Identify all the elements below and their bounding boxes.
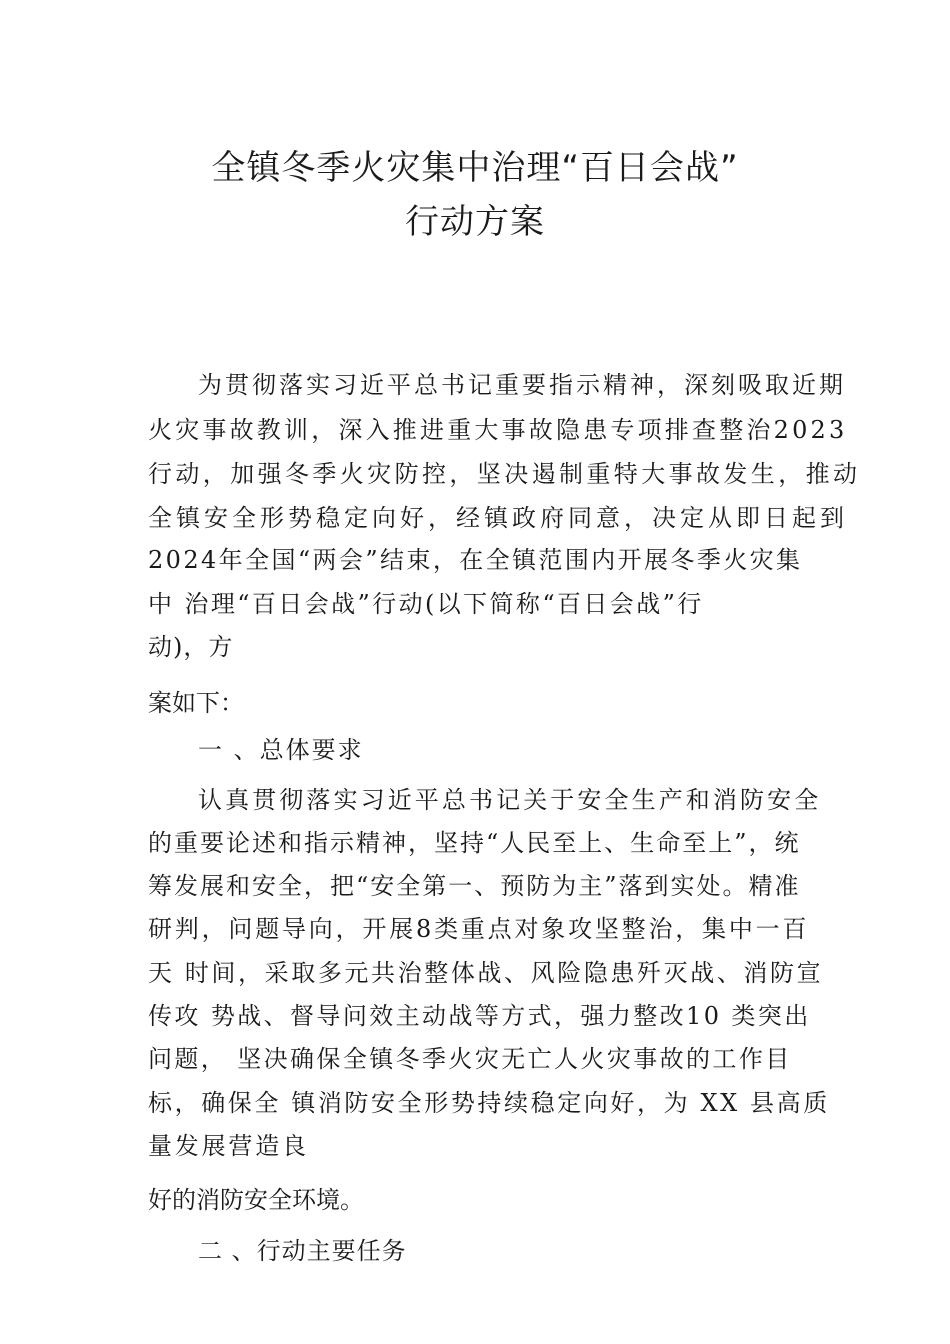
section-1-line-8: 标，确保全 镇消防安全形势持续稳定向好，为 XX 县高质 [148,1089,830,1117]
section-1-line-4: 研判，问题导向，开展8类重点对象攻坚整治，集中一百 [148,915,810,943]
intro-line-2: 火灾事故教训，深入推进重大事故隐患专项排查整治2023 [148,416,848,444]
intro-line-5: 2024年全国“两会”结束，在全镇范围内开展冬季火灾集 [148,546,803,574]
section-1-line-3: 筹发展和安全，把“安全第一、预防为主”落到实处。精准 [148,872,801,900]
document-title-line-2: 行动方案 [405,202,545,242]
intro-line-1: 为贯彻落实习近平总书记重要指示精神，深刻吸取近期 [198,371,846,399]
document-title-line-1: 全镇冬季火灾集中治理“百日会战” [211,148,739,188]
section-1-line-9: 量发展营造良 [148,1132,309,1160]
intro-line-3: 行动，加强冬季火灾防控，坚决遏制重特大事故发生，推动 [148,460,861,488]
intro-line-6: 中 治理“百日会战”行动(以下简称“百日会战”行 [148,590,704,618]
section-1-line-1: 认真贯彻落实习近平总书记关于安全生产和消防安全 [198,786,822,814]
section-2-heading: 二 、行动主要任务 [198,1237,407,1265]
section-1-line-6: 传攻 势战、督导问效主动战等方式，强力整改10 类突出 [148,1002,811,1030]
section-1-line-10: 好的消防安全环境。 [148,1186,364,1214]
section-1-heading: 一 、总体要求 [198,736,364,764]
intro-line-8: 案如下： [148,689,244,717]
section-1-line-7: 问题， 坚决确保全镇冬季火灾无亡人火灾事故的工作目 [148,1045,792,1073]
intro-line-7: 动)，方 [148,633,234,661]
section-1-line-2: 的重要论述和指示精神，坚持“人民至上、生命至上”，统 [148,829,801,857]
section-1-line-5: 天 时间，采取多元共治整体战、风险隐患歼灭战、消防宣 [148,959,824,987]
intro-line-4: 全镇安全形势稳定向好，经镇政府同意，决定从即日起到 [148,504,848,532]
